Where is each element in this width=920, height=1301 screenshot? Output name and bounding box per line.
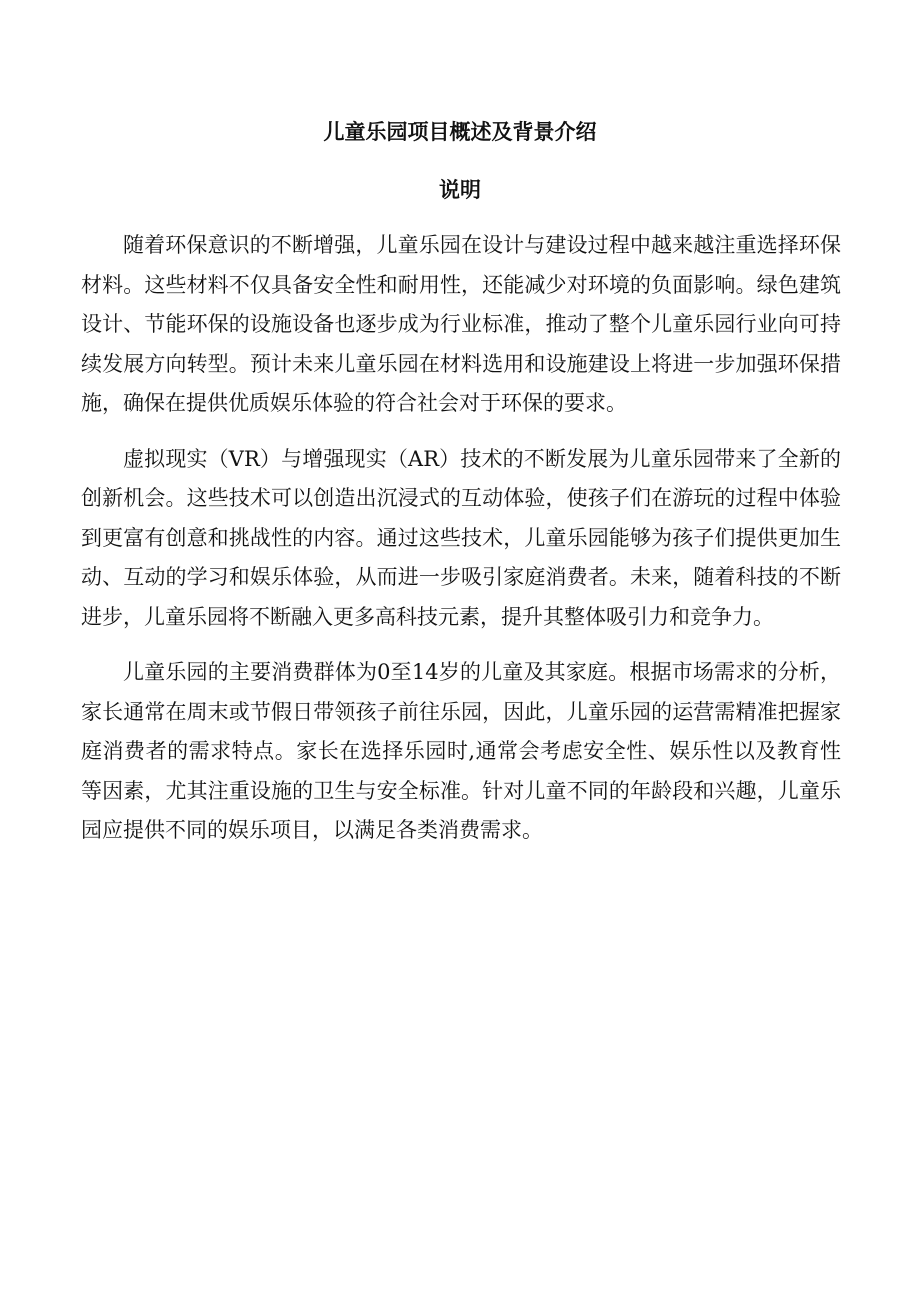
paragraph-consumer-groups: 儿童乐园的主要消费群体为0至14岁的儿童及其家庭。根据市场需求的分析，家长通常在周末或节假日带领孩子前往乐园，因此，儿童乐园的运营需精准把握家庭消费者的需求特点。家长在选择乐园时,通常会考虑安全性、娱乐性以及教育性等因素，尤其注重设施的卫生与安全标准。针对儿童不同的年龄段和兴趣，儿童乐园应提供不同的娱乐项目，以满足各类消费需求。 (81, 660, 841, 842)
document-body (81, 226, 841, 867)
paragraph-vr-ar-technology: 虚拟现实（VR）与增强现实（AR）技术的不断发展为儿童乐园带来了全新的创新机会。这些技术可以创造出沉浸式的互动体验，使孩子们在游玩的过程中体验到更富有创意和挑战性的内容。通过这些技术，儿童乐园能够为孩子们提供更加生动、互动的学习和娱乐体验，从而进一步吸引家庭消费者。未来，随着科技的不断进步，儿童乐园将不断融入更多高科技元素，提升其整体吸引力和竞争力。 (81, 446, 841, 629)
paragraph-environmental-materials: 随着环保意识的不断增强，儿童乐园在设计与建设过程中越来越注重选择环保材料。这些材料不仅具备安全性和耐用性，还能减少对环境的负面影响。绿色建筑设计、节能环保的设施设备也逐步成为行业标准，推动了整个儿童乐园行业向可持续发展方向转型。预计未来儿童乐园在材料选用和设施建设上将进一步加强环保措施，确保在提供优质娱乐体验的符合社会对于环保的要求。 (81, 233, 841, 415)
document-title: 儿童乐园项目概述及背景介绍 (323, 119, 597, 144)
document-subtitle: 说明 (439, 177, 481, 202)
